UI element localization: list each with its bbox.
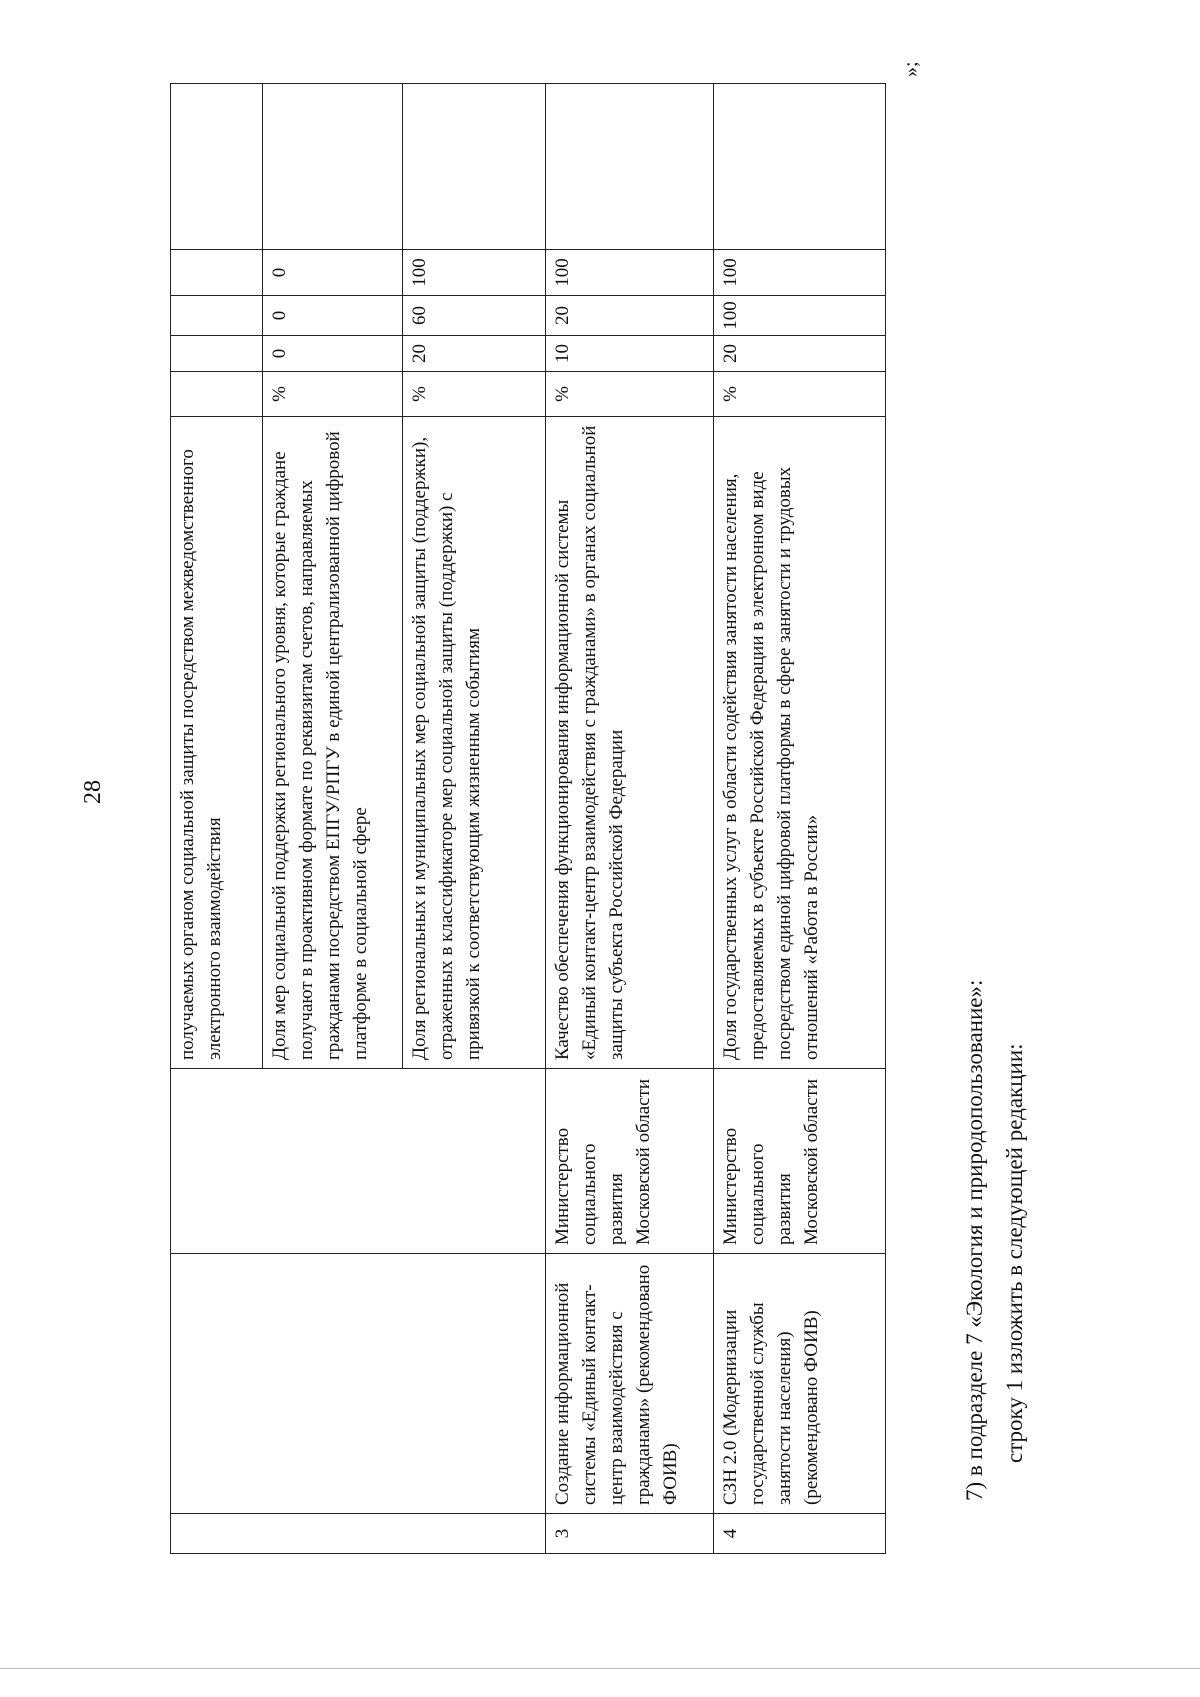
indicator-value-2: 100 (714, 296, 886, 336)
row-number: 3 (546, 1514, 714, 1554)
indicator-value-1: 10 (546, 336, 714, 372)
footer-line-1: 7) в подразделе 7 «Экология и природопользование»: (962, 979, 987, 1501)
indicator-text: получаемых органом социальной защиты посредством межведомственного электронного взаимодействия (171, 417, 263, 1069)
empty-cell (403, 84, 546, 250)
indicator-text: Доля государственных услуг в области содействия занятости населения, предоставляемых в субъекте Российской Федерации в электронном виде посредством единой цифровой платформы в сфере занятости и трудовых отношений «Работа в России» (714, 417, 886, 1069)
indicator-unit: % (546, 372, 714, 417)
indicator-text: Доля региональных и муниципальных мер социальной защиты (поддержки), отраженных в классификаторе мер социальной защиты (поддержки) с привязкой к соответствующим жизненным событиям (403, 417, 546, 1069)
project-cell: Создание информационной системы «Единый контакт-центр взаимодействия с гражданами» (рекомендовано ФОИВ) (546, 1254, 714, 1514)
page-number: 28 (80, 780, 106, 804)
indicator-value-2: 60 (403, 296, 546, 336)
indicator-unit: % (263, 372, 403, 417)
indicator-value-3: 100 (714, 250, 886, 296)
indicator-unit (171, 372, 263, 417)
indicator-value-1 (171, 336, 263, 372)
indicator-value-3 (171, 250, 263, 296)
indicator-value-1: 20 (403, 336, 546, 372)
table-row (714, 84, 886, 1554)
table-row (546, 84, 714, 1554)
ministry-cell (171, 1069, 546, 1254)
indicator-value-1: 0 (263, 336, 403, 372)
empty-cell (171, 84, 263, 250)
indicator-value-3: 0 (263, 250, 403, 296)
indicator-value-2: 20 (546, 296, 714, 336)
indicator-value-2 (171, 296, 263, 336)
indicator-text: Доля мер социальной поддержки регионального уровня, которые граждане получают в проактивном формате по реквизитам счетов, направляемых гражданами посредством ЕПГУ/РПГУ в единой централизованной цифровой платформе в социальной сфере (263, 417, 403, 1069)
row-number (171, 1514, 546, 1554)
empty-cell (714, 84, 886, 250)
empty-cell (263, 84, 403, 250)
table-row (171, 84, 263, 1554)
project-cell: СЗН 2.0 (Модернизации государственной службы занятости населения) (рекомендовано ФОИВ) (714, 1254, 886, 1514)
closing-quote: »; (900, 61, 922, 77)
footer-line-2: строку 1 изложить в следующей редакции: (1002, 1043, 1027, 1463)
indicator-text: Качество обеспечения функционирования информационной системы «Единый контакт-центр взаимодействия с гражданами» в органах социальной защиты субъекта Российской Федерации (546, 417, 714, 1069)
program-table (170, 83, 886, 1554)
indicator-unit: % (403, 372, 546, 417)
indicator-value-3: 100 (546, 250, 714, 296)
indicator-value-3: 100 (403, 250, 546, 296)
empty-cell (546, 84, 714, 250)
indicator-unit: % (714, 372, 886, 417)
scan-edge-line (0, 1668, 1200, 1669)
footer-instructions (955, 980, 1035, 1501)
row-number: 4 (714, 1514, 886, 1554)
ministry-cell: Министерство социального развития Московской области (546, 1069, 714, 1254)
project-cell (171, 1254, 546, 1514)
ministry-cell: Министерство социального развития Московской области (714, 1069, 886, 1254)
indicator-value-1: 20 (714, 336, 886, 372)
indicator-value-2: 0 (263, 296, 403, 336)
